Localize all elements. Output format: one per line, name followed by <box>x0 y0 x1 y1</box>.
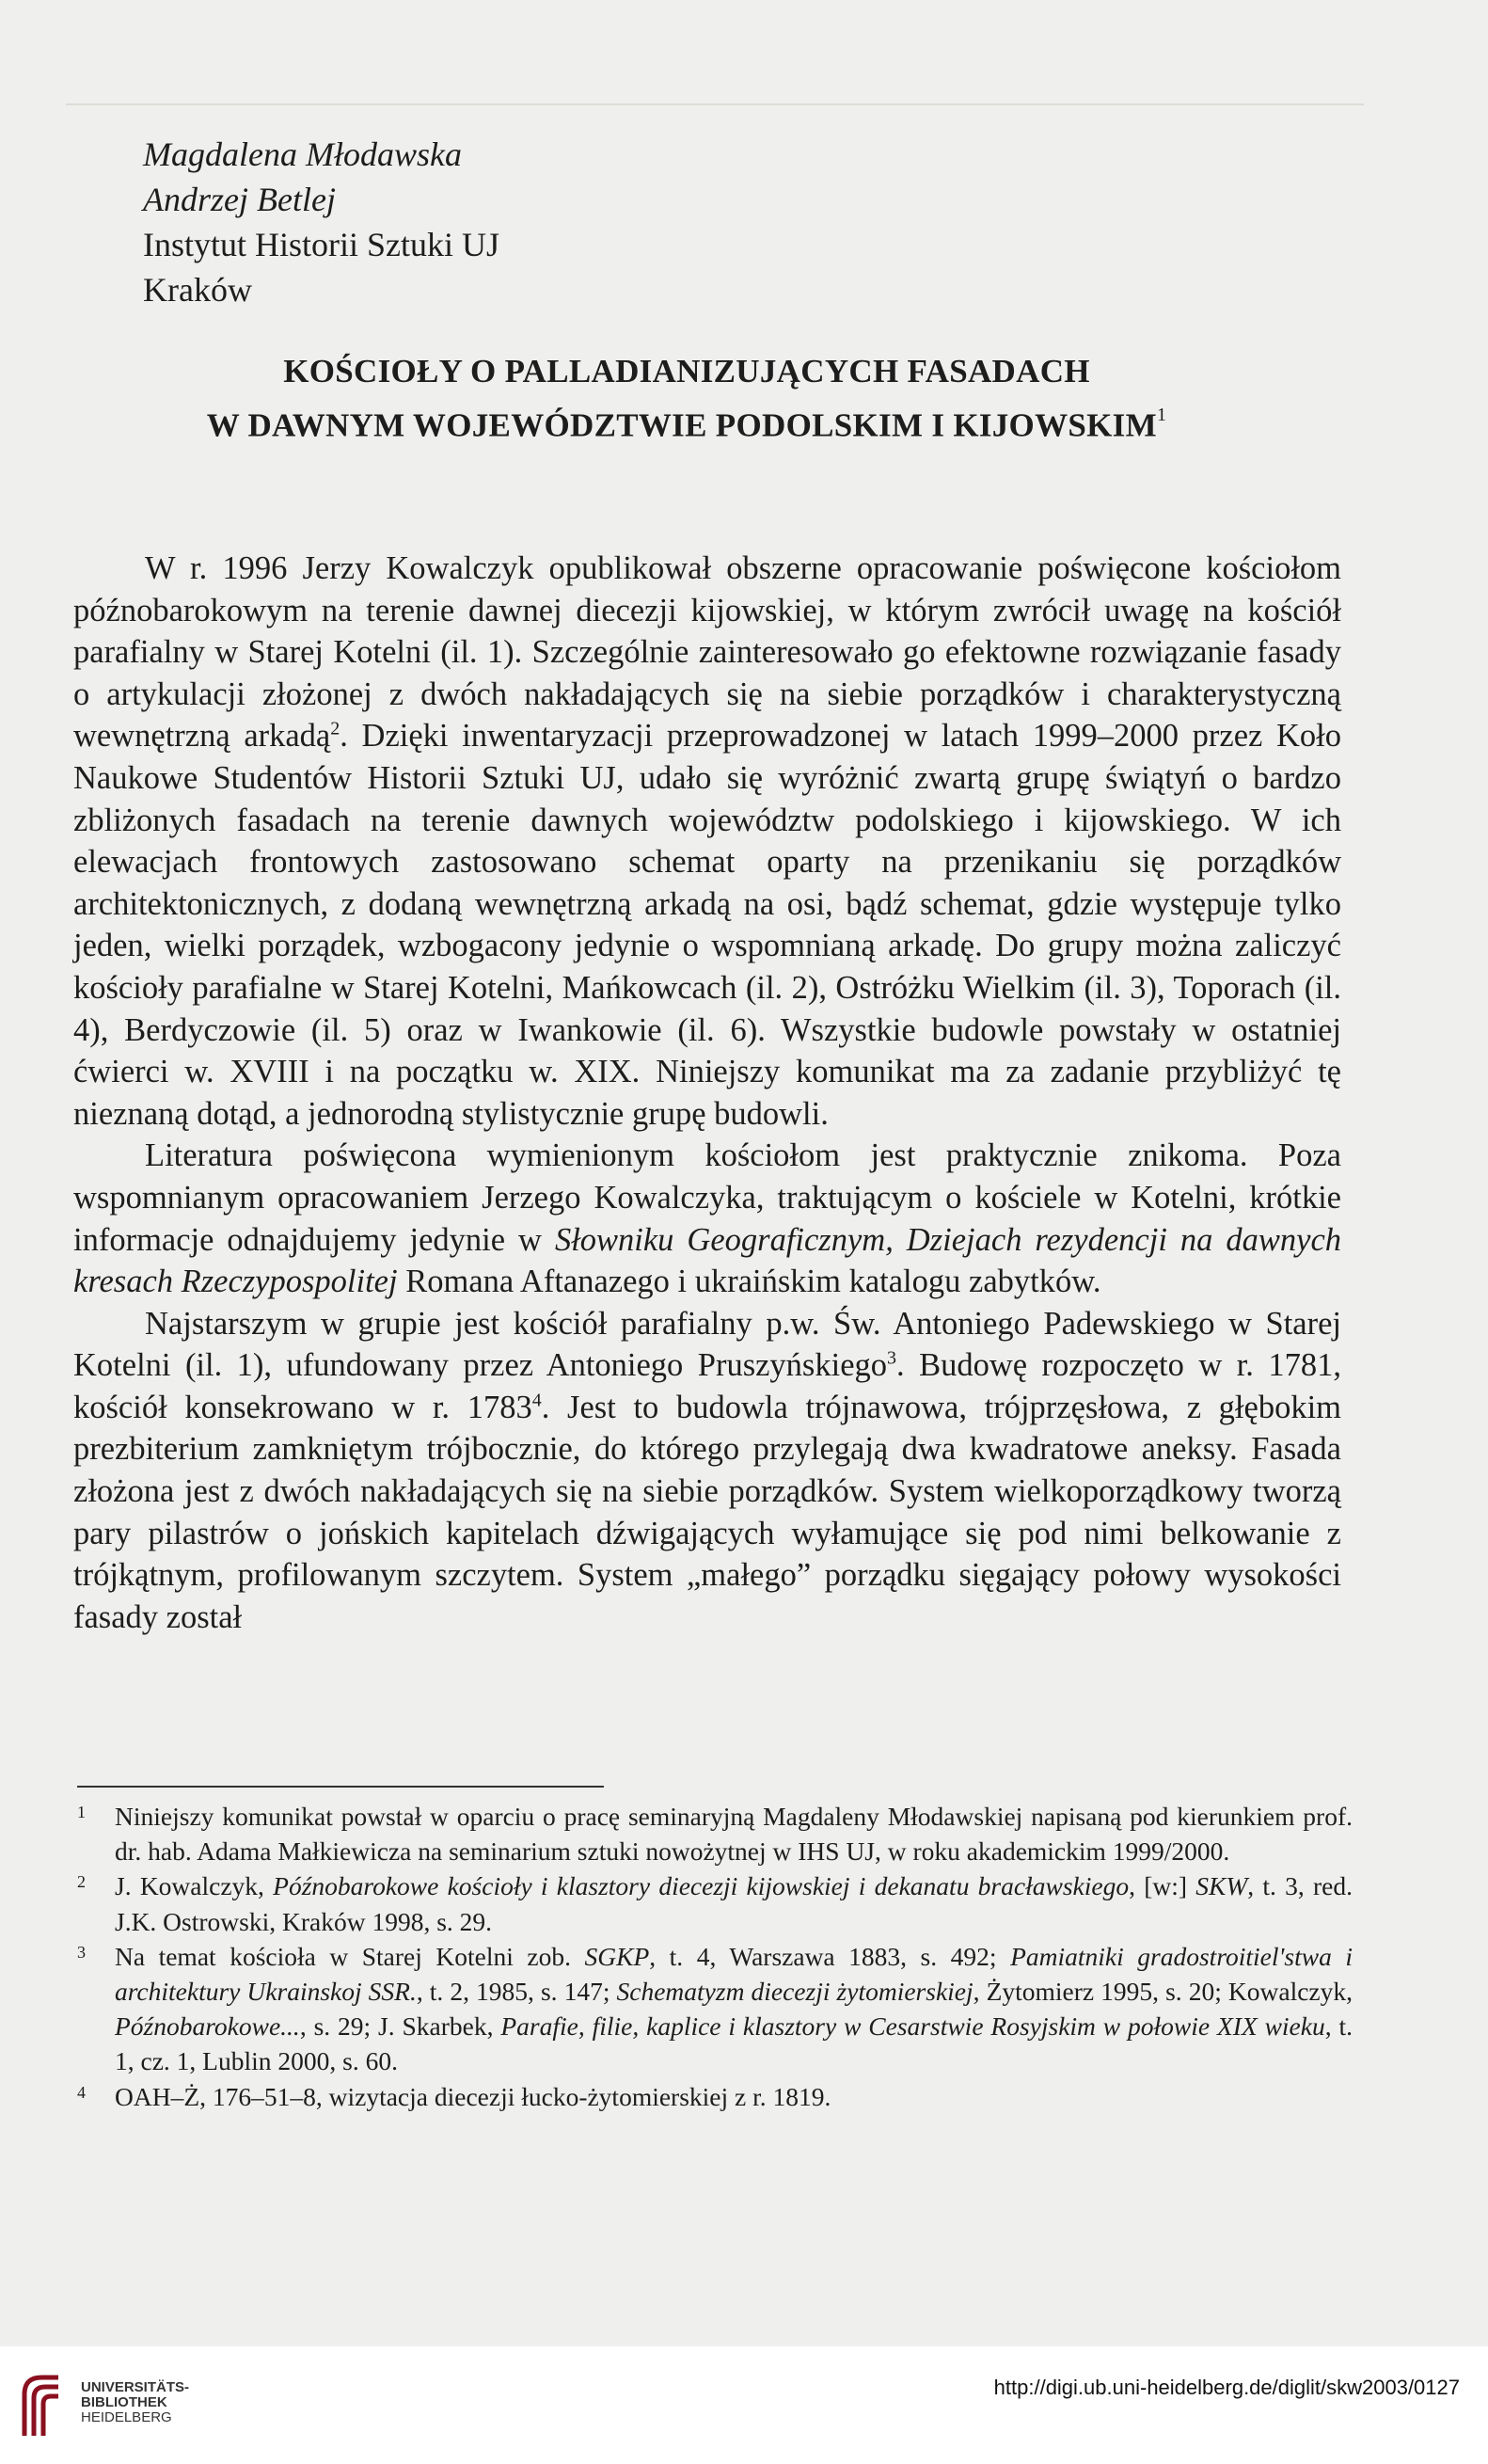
footnote-ref[interactable]: 4 <box>531 1390 542 1411</box>
footnote: 3 Na temat kościoła w Starej Kotelni zob. SGKP, t. 4, Warszawa 1883, s. 492; Pamiatniki gradostroitiel'stwa i architektury Ukrainskoj SSR., t. 2, 1985, s. 147; Schematyzm diecezji żytomierskiej, Żytomierz 1995, s. 20; Kowalczyk, Późnobarokowe..., s. 29; J. Skarbek, Parafie, filie, kaplice i klasztory w Cesarstwie Rosyjskim w połowie XIX wieku, t. 1, cz. 1, Lublin 2000, s. 60. <box>77 1939 1353 2079</box>
title-line: KOŚCIOŁY O PALLADIANIZUJĄCYCH FASADACH <box>283 353 1090 389</box>
footnote: 4 OAH–Ż, 176–51–8, wizytacja diecezji łucko-żytomierskiej z r. 1819. <box>77 2079 1353 2114</box>
footnote-number: 3 <box>77 1942 86 1962</box>
author-block <box>143 132 499 312</box>
author-name: Andrzej Betlej <box>143 181 336 218</box>
article-title <box>75 348 1298 450</box>
footnote: 1 Niniejszy komunikat powstał w oparciu o pracę seminaryjną Magdaleny Młodawskiej napisaną pod kierunkiem prof. dr. hab. Adama Małkiewicza na seminarium sztuki nowożytnej w IHS UJ, w roku akademickim 1999/2000. <box>77 1799 1353 1868</box>
footnotes <box>77 1799 1353 2114</box>
bleed-through-header <box>66 66 1364 105</box>
city: Kraków <box>143 271 252 309</box>
footer-bar <box>0 2346 1488 2464</box>
footnote-ref[interactable]: 2 <box>330 718 340 739</box>
source-url-link[interactable]: http://digi.ub.uni-heidelberg.de/diglit/skw2003/0127 <box>993 2376 1460 2399</box>
paragraph: W r. 1996 Jerzy Kowalczyk opublikował obszerne opracowanie poświęcone kościołom późnobarokowym na terenie dawnej diecezji kijowskiej, w którym zwrócił uwagę na kościół parafialny w Starej Kotelni (il. 1). Szczególnie zainteresowało go efektowne rozwiązanie fasady o artykulacji złożonej z dwóch nakładających się na siebie porządków i charakterystyczną wewnętrzną arkadą$^2$. Dzięki inwentaryzacji przeprowadzonej w latach 1999–2000 przez Koło Naukowe Studentów Historii Sztuki UJ, udało się wyróżnić zwartą grupę świątyń o bardzo zbliżonych fasadach na terenie dawnych województw podolskiego i kijowskiego. W ich elewacjach frontowych zastosowano schemat oparty na przenikaniu się porządków architektonicznych, z dodaną wewnętrzną arkadą na osi, bądź schemat, gdzie występuje tylko jeden, wielki porządek, wzbogacony jedynie o wspomnianą arkadę. Do grupy można zaliczyć kościoły parafialne w Starej Kotelni, Mańkowcach (il. 2), Ostróżku Wielkim (il. 3), Toporach (il. 4), Berdyczowie (il. 5) oraz w Iwankowie (il. 6). Wszystkie budowle powstały w ostatniej ćwierci w. XVIII i na początku w. XIX. Niniejszy komunikat ma za zadanie przybliżyć tę nieznaną dotąd, a jednorodną stylistycznie grupę budowli. <box>73 550 1341 1132</box>
title-line: W DAWNYM WOJEWÓDZTWIE PODOLSKIM I KIJOWSKIM$^1$ <box>206 405 1167 444</box>
library-name: UNIVERSITÄTS- BIBLIOTHEK HEIDELBERG <box>81 2379 190 2425</box>
footnote-divider <box>77 1786 604 1788</box>
article-body <box>73 548 1341 1638</box>
footnote-ref[interactable]: 1 <box>1156 405 1167 425</box>
footnote-number: 2 <box>77 1872 86 1892</box>
author-name: Magdalena Młodawska <box>143 135 462 173</box>
footnote-number: 1 <box>77 1803 86 1821</box>
paragraph: Najstarszym w grupie jest kościół parafialny p.w. Św. Antoniego Padewskiego w Starej Kotelni (il. 1), ufundowany przez Antoniego Pruszyńskiego$^3$. Budowę rozpoczęto w r. 1781, kościół konsekrowano w r. 1783$^4$. Jest to budowla trójnawowa, trójprzęsłowa, z głębokim prezbiterium zamkniętym trójbocznie, do którego przylegają dwa kwadratowe aneksy. Fasada złożona jest z dwóch nakładających się na siebie porządków. System wielkoporządkowy tworzą pary pilastrów o jońskich kapitelach dźwigających wyłamujące się pod nimi belkowanie z trójkątnym, profilowanym szczytem. System „małego” porządku sięgający połowy wysokości fasady został <box>73 1305 1342 1635</box>
footnote: 2 J. Kowalczyk, Późnobarokowe kościoły i klasztory diecezji kijowskiej i dekanatu bracławskiego, [w:] SKW, t. 3, red. J.K. Ostrowski, Kraków 1998, s. 29. <box>77 1868 1353 1938</box>
institution: Instytut Historii Sztuki UJ <box>143 226 500 263</box>
paragraph: Literatura poświęcona wymienionym kościołom jest praktycznie znikoma. Poza wspomnianym opracowaniem Jerzego Kowalczyka, traktującym o kościele w Kotelni, krótkie informacje odnajdujemy jedynie w Słowniku Geograficznym, Dziejach rezydencji na dawnych kresach Rzeczypospolitej Romana Aftanazego i ukraińskim katalogu zabytków. <box>73 1137 1342 1300</box>
heidelberg-library-logo-icon[interactable] <box>17 2366 62 2440</box>
footnote-ref[interactable]: 3 <box>887 1347 897 1369</box>
footnote-number: 4 <box>77 2082 86 2102</box>
